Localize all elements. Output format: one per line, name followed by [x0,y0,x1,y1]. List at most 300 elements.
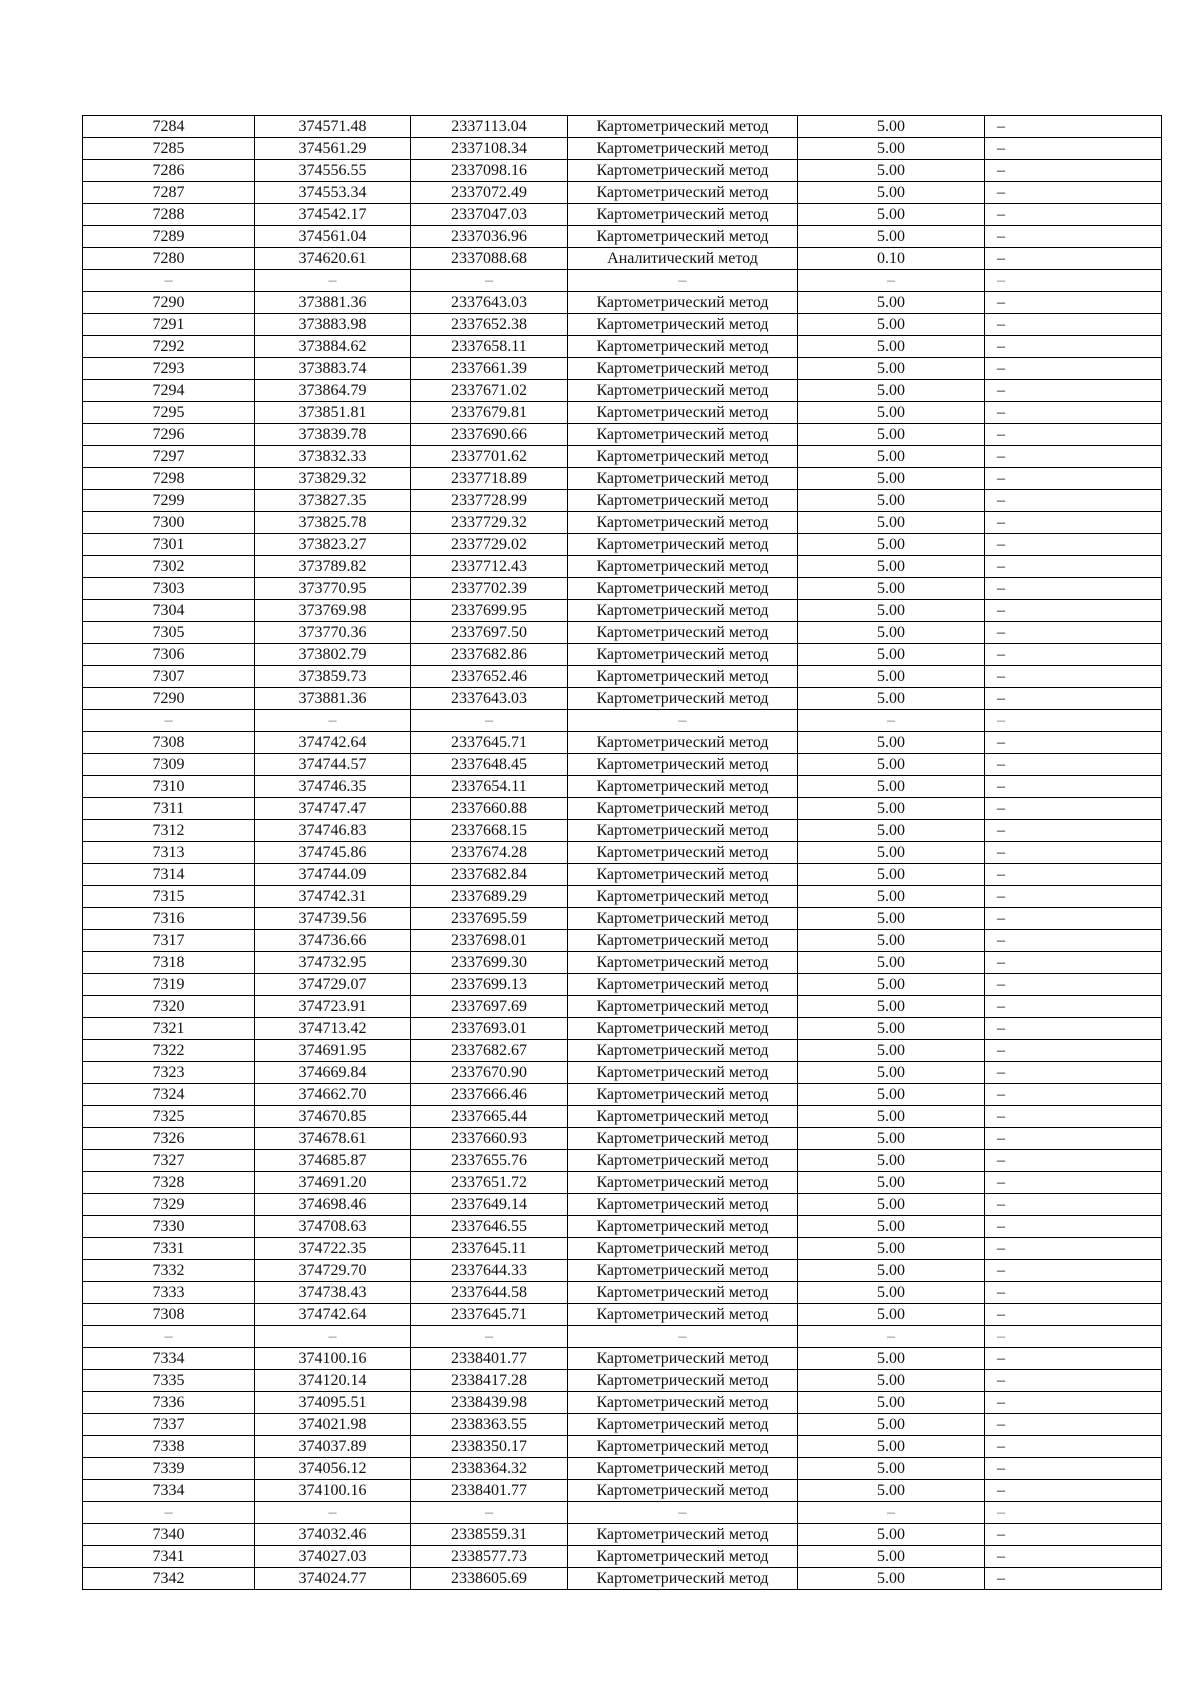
point-number-cell: 7331 [83,1238,255,1260]
point-number-cell: 7329 [83,1194,255,1216]
x-coordinate-cell: 373859.73 [255,666,411,688]
description-cell: – [985,666,1162,688]
y-coordinate-cell: 2337671.02 [411,380,568,402]
x-coordinate-cell: 374739.56 [255,908,411,930]
y-coordinate-cell: 2337682.86 [411,644,568,666]
method-cell: Картометрический метод [568,666,798,688]
x-coordinate-cell: 373851.81 [255,402,411,424]
accuracy-cell: 5.00 [798,1458,985,1480]
accuracy-cell: 5.00 [798,358,985,380]
accuracy-cell: 5.00 [798,1238,985,1260]
table-row [83,644,1162,666]
accuracy-cell: 5.00 [798,754,985,776]
table-row [83,1282,1162,1304]
separator-row [83,1326,1162,1348]
description-cell: – [985,424,1162,446]
point-number-cell: 7308 [83,732,255,754]
table-row [83,666,1162,688]
description-cell: – [985,1216,1162,1238]
y-coordinate-cell: – [411,710,568,732]
method-cell: Картометрический метод [568,314,798,336]
y-coordinate-cell: 2337652.46 [411,666,568,688]
method-cell: Картометрический метод [568,1480,798,1502]
table-row [83,754,1162,776]
point-number-cell: 7330 [83,1216,255,1238]
point-number-cell: 7338 [83,1436,255,1458]
method-cell: Картометрический метод [568,512,798,534]
table-row [83,688,1162,710]
method-cell: Картометрический метод [568,1084,798,1106]
y-coordinate-cell: 2338364.32 [411,1458,568,1480]
y-coordinate-cell: 2337697.50 [411,622,568,644]
method-cell: Картометрический метод [568,204,798,226]
accuracy-cell: 5.00 [798,864,985,886]
method-cell: Картометрический метод [568,380,798,402]
accuracy-cell: 5.00 [798,1282,985,1304]
x-coordinate-cell: 374542.17 [255,204,411,226]
method-cell: Картометрический метод [568,1414,798,1436]
accuracy-cell: 5.00 [798,1106,985,1128]
description-cell: – [985,1546,1162,1568]
accuracy-cell: 5.00 [798,1172,985,1194]
accuracy-cell: 5.00 [798,952,985,974]
accuracy-cell: 5.00 [798,1392,985,1414]
method-cell: Картометрический метод [568,842,798,864]
y-coordinate-cell: 2337660.88 [411,798,568,820]
table-row [83,1062,1162,1084]
table-row [83,864,1162,886]
y-coordinate-cell: 2337699.30 [411,952,568,974]
table-row [83,182,1162,204]
description-cell: – [985,952,1162,974]
accuracy-cell: 5.00 [798,842,985,864]
y-coordinate-cell: 2338363.55 [411,1414,568,1436]
description-cell: – [985,622,1162,644]
description-cell: – [985,1348,1162,1370]
description-cell: – [985,314,1162,336]
method-cell: Картометрический метод [568,864,798,886]
accuracy-cell: 5.00 [798,424,985,446]
x-coordinate-cell: 374742.31 [255,886,411,908]
description-cell: – [985,380,1162,402]
method-cell: Картометрический метод [568,798,798,820]
point-number-cell: 7335 [83,1370,255,1392]
point-number-cell: – [83,710,255,732]
x-coordinate-cell: 373825.78 [255,512,411,534]
description-cell: – [985,1260,1162,1282]
accuracy-cell: 5.00 [798,798,985,820]
point-number-cell: 7289 [83,226,255,248]
point-number-cell: 7298 [83,468,255,490]
table-row [83,490,1162,512]
accuracy-cell: 5.00 [798,622,985,644]
description-cell: – [985,1458,1162,1480]
point-number-cell: 7296 [83,424,255,446]
separator-row [83,1502,1162,1524]
x-coordinate-cell: 374561.04 [255,226,411,248]
table-row [83,930,1162,952]
y-coordinate-cell: 2337729.32 [411,512,568,534]
y-coordinate-cell: 2337668.15 [411,820,568,842]
description-cell: – [985,1282,1162,1304]
point-number-cell: – [83,1502,255,1524]
table-row [83,952,1162,974]
accuracy-cell: 5.00 [798,468,985,490]
table-row [83,1194,1162,1216]
y-coordinate-cell: 2337718.89 [411,468,568,490]
x-coordinate-cell: 374032.46 [255,1524,411,1546]
point-number-cell: 7320 [83,996,255,1018]
y-coordinate-cell: 2337652.38 [411,314,568,336]
y-coordinate-cell: 2337693.01 [411,1018,568,1040]
y-coordinate-cell: 2338401.77 [411,1480,568,1502]
table-row [83,402,1162,424]
method-cell: Картометрический метод [568,1150,798,1172]
description-cell: – [985,1502,1162,1524]
description-cell: – [985,160,1162,182]
x-coordinate-cell: 373884.62 [255,336,411,358]
description-cell: – [985,1062,1162,1084]
accuracy-cell: 5.00 [798,908,985,930]
method-cell: Картометрический метод [568,1546,798,1568]
point-number-cell: 7316 [83,908,255,930]
x-coordinate-cell: 374729.70 [255,1260,411,1282]
method-cell: – [568,270,798,292]
description-cell: – [985,820,1162,842]
y-coordinate-cell: 2338605.69 [411,1568,568,1590]
y-coordinate-cell: 2338350.17 [411,1436,568,1458]
y-coordinate-cell: 2337108.34 [411,138,568,160]
y-coordinate-cell: 2337679.81 [411,402,568,424]
y-coordinate-cell: 2337666.46 [411,1084,568,1106]
method-cell: Картометрический метод [568,1040,798,1062]
accuracy-cell: 5.00 [798,688,985,710]
method-cell: Картометрический метод [568,578,798,600]
point-number-cell: 7300 [83,512,255,534]
y-coordinate-cell: 2337655.76 [411,1150,568,1172]
point-number-cell: 7292 [83,336,255,358]
method-cell: Картометрический метод [568,226,798,248]
accuracy-cell: 5.00 [798,1150,985,1172]
point-number-cell: 7340 [83,1524,255,1546]
x-coordinate-cell: 373881.36 [255,688,411,710]
description-cell: – [985,292,1162,314]
method-cell: Картометрический метод [568,1458,798,1480]
table-row [83,1524,1162,1546]
point-number-cell: 7314 [83,864,255,886]
method-cell: Картометрический метод [568,358,798,380]
method-cell: Картометрический метод [568,600,798,622]
method-cell: Картометрический метод [568,952,798,974]
y-coordinate-cell: 2337674.28 [411,842,568,864]
description-cell: – [985,776,1162,798]
table-row [83,1172,1162,1194]
y-coordinate-cell: – [411,1326,568,1348]
description-cell: – [985,754,1162,776]
description-cell: – [985,336,1162,358]
accuracy-cell: 5.00 [798,1260,985,1282]
point-number-cell: 7332 [83,1260,255,1282]
point-number-cell: 7294 [83,380,255,402]
x-coordinate-cell: 374708.63 [255,1216,411,1238]
accuracy-cell: 5.00 [798,732,985,754]
x-coordinate-cell: 373881.36 [255,292,411,314]
y-coordinate-cell: 2337682.67 [411,1040,568,1062]
description-cell: – [985,996,1162,1018]
description-cell: – [985,468,1162,490]
accuracy-cell: 5.00 [798,446,985,468]
description-cell: – [985,710,1162,732]
x-coordinate-cell: 373802.79 [255,644,411,666]
separator-row [83,270,1162,292]
table-row [83,842,1162,864]
description-cell: – [985,1106,1162,1128]
x-coordinate-cell: 374100.16 [255,1348,411,1370]
y-coordinate-cell: 2337643.03 [411,688,568,710]
description-cell: – [985,1084,1162,1106]
method-cell: Картометрический метод [568,292,798,314]
x-coordinate-cell: 374691.95 [255,1040,411,1062]
accuracy-cell: 5.00 [798,556,985,578]
description-cell: – [985,556,1162,578]
accuracy-cell: 5.00 [798,996,985,1018]
point-number-cell: 7290 [83,688,255,710]
x-coordinate-cell: 374669.84 [255,1062,411,1084]
x-coordinate-cell: 374120.14 [255,1370,411,1392]
method-cell: Картометрический метод [568,1260,798,1282]
y-coordinate-cell: 2338439.98 [411,1392,568,1414]
accuracy-cell: 5.00 [798,578,985,600]
x-coordinate-cell: 374027.03 [255,1546,411,1568]
description-cell: – [985,1414,1162,1436]
y-coordinate-cell: 2337644.58 [411,1282,568,1304]
x-coordinate-cell: 374736.66 [255,930,411,952]
y-coordinate-cell: 2337728.99 [411,490,568,512]
x-coordinate-cell: 374662.70 [255,1084,411,1106]
point-number-cell: 7305 [83,622,255,644]
point-number-cell: – [83,1326,255,1348]
table-row [83,578,1162,600]
table-row [83,292,1162,314]
accuracy-cell: 5.00 [798,292,985,314]
table-row [83,798,1162,820]
description-cell: – [985,358,1162,380]
table-row [83,1216,1162,1238]
table-row [83,116,1162,138]
y-coordinate-cell: 2337697.69 [411,996,568,1018]
accuracy-cell: – [798,710,985,732]
accuracy-cell: 5.00 [798,160,985,182]
table-row [83,1348,1162,1370]
point-number-cell: 7304 [83,600,255,622]
accuracy-cell: 5.00 [798,336,985,358]
accuracy-cell: 5.00 [798,512,985,534]
table-row [83,1018,1162,1040]
accuracy-cell: 5.00 [798,600,985,622]
point-number-cell: 7309 [83,754,255,776]
accuracy-cell: 5.00 [798,1216,985,1238]
y-coordinate-cell: 2337047.03 [411,204,568,226]
x-coordinate-cell: 374745.86 [255,842,411,864]
x-coordinate-cell: 374691.20 [255,1172,411,1194]
x-coordinate-cell: 374729.07 [255,974,411,996]
description-cell: – [985,1304,1162,1326]
accuracy-cell: 5.00 [798,820,985,842]
table-row [83,1392,1162,1414]
accuracy-cell: 5.00 [798,666,985,688]
x-coordinate-cell: 374670.85 [255,1106,411,1128]
y-coordinate-cell: 2337701.62 [411,446,568,468]
table-row [83,534,1162,556]
description-cell: – [985,1172,1162,1194]
description-cell: – [985,1326,1162,1348]
method-cell: Картометрический метод [568,908,798,930]
method-cell: Картометрический метод [568,1106,798,1128]
point-number-cell: 7321 [83,1018,255,1040]
method-cell: Картометрический метод [568,446,798,468]
method-cell: Картометрический метод [568,534,798,556]
point-number-cell: 7287 [83,182,255,204]
x-coordinate-cell: – [255,710,411,732]
point-number-cell: 7333 [83,1282,255,1304]
accuracy-cell: 5.00 [798,1304,985,1326]
method-cell: Картометрический метод [568,732,798,754]
description-cell: – [985,1238,1162,1260]
method-cell: Картометрический метод [568,1062,798,1084]
x-coordinate-cell: 374742.64 [255,1304,411,1326]
method-cell: Картометрический метод [568,688,798,710]
accuracy-cell: – [798,270,985,292]
table-row [83,996,1162,1018]
x-coordinate-cell: 373827.35 [255,490,411,512]
accuracy-cell: 5.00 [798,1436,985,1458]
accuracy-cell: 5.00 [798,182,985,204]
y-coordinate-cell: – [411,270,568,292]
y-coordinate-cell: – [411,1502,568,1524]
x-coordinate-cell: 373829.32 [255,468,411,490]
method-cell: Картометрический метод [568,138,798,160]
point-number-cell: 7303 [83,578,255,600]
accuracy-cell: 5.00 [798,204,985,226]
x-coordinate-cell: 374685.87 [255,1150,411,1172]
method-cell: Картометрический метод [568,1128,798,1150]
point-number-cell: 7308 [83,1304,255,1326]
y-coordinate-cell: 2337658.11 [411,336,568,358]
table-row [83,248,1162,270]
description-cell: – [985,402,1162,424]
y-coordinate-cell: 2337660.93 [411,1128,568,1150]
description-cell: – [985,1436,1162,1458]
method-cell: Картометрический метод [568,1172,798,1194]
method-cell: Картометрический метод [568,1304,798,1326]
table-row [83,1106,1162,1128]
point-number-cell: 7323 [83,1062,255,1084]
description-cell: – [985,1194,1162,1216]
accuracy-cell: 5.00 [798,138,985,160]
x-coordinate-cell: 374713.42 [255,1018,411,1040]
table-row [83,446,1162,468]
description-cell: – [985,1392,1162,1414]
description-cell: – [985,600,1162,622]
point-number-cell: 7301 [83,534,255,556]
accuracy-cell: 5.00 [798,974,985,996]
description-cell: – [985,1480,1162,1502]
description-cell: – [985,930,1162,952]
accuracy-cell: 5.00 [798,402,985,424]
x-coordinate-cell: 373883.98 [255,314,411,336]
accuracy-cell: 5.00 [798,490,985,512]
table-row [83,1304,1162,1326]
x-coordinate-cell: 373864.79 [255,380,411,402]
y-coordinate-cell: 2337649.14 [411,1194,568,1216]
accuracy-cell: – [798,1502,985,1524]
y-coordinate-cell: 2337654.11 [411,776,568,798]
table-row [83,908,1162,930]
point-number-cell: 7317 [83,930,255,952]
method-cell: Картометрический метод [568,556,798,578]
table-row [83,226,1162,248]
separator-row [83,710,1162,732]
point-number-cell: 7311 [83,798,255,820]
method-cell: Картометрический метод [568,1568,798,1590]
table-row [83,1084,1162,1106]
x-coordinate-cell: 374021.98 [255,1414,411,1436]
method-cell: Картометрический метод [568,644,798,666]
accuracy-cell: 5.00 [798,1524,985,1546]
accuracy-cell: 5.00 [798,380,985,402]
description-cell: – [985,864,1162,886]
accuracy-cell: 5.00 [798,1194,985,1216]
x-coordinate-cell: – [255,1502,411,1524]
table-row [83,622,1162,644]
accuracy-cell: 5.00 [798,776,985,798]
y-coordinate-cell: 2337689.29 [411,886,568,908]
description-cell: – [985,842,1162,864]
y-coordinate-cell: 2337645.71 [411,1304,568,1326]
x-coordinate-cell: 374732.95 [255,952,411,974]
accuracy-cell: 5.00 [798,1370,985,1392]
y-coordinate-cell: 2337729.02 [411,534,568,556]
point-number-cell: 7326 [83,1128,255,1150]
table-row [83,1370,1162,1392]
description-cell: – [985,578,1162,600]
x-coordinate-cell: 374037.89 [255,1436,411,1458]
point-number-cell: 7334 [83,1348,255,1370]
table-row [83,1436,1162,1458]
accuracy-cell: 5.00 [798,930,985,952]
table-row [83,1458,1162,1480]
x-coordinate-cell: 373823.27 [255,534,411,556]
description-cell: – [985,644,1162,666]
description-cell: – [985,1018,1162,1040]
method-cell: Картометрический метод [568,490,798,512]
accuracy-cell: 5.00 [798,314,985,336]
x-coordinate-cell: 373832.33 [255,446,411,468]
point-number-cell: 7322 [83,1040,255,1062]
table-row [83,1238,1162,1260]
table-row [83,776,1162,798]
point-number-cell: 7312 [83,820,255,842]
description-cell: – [985,974,1162,996]
method-cell: Картометрический метод [568,776,798,798]
accuracy-cell: – [798,1326,985,1348]
description-cell: – [985,226,1162,248]
table-row [83,974,1162,996]
point-number-cell: 7324 [83,1084,255,1106]
method-cell: Картометрический метод [568,974,798,996]
y-coordinate-cell: 2337643.03 [411,292,568,314]
table-row [83,358,1162,380]
